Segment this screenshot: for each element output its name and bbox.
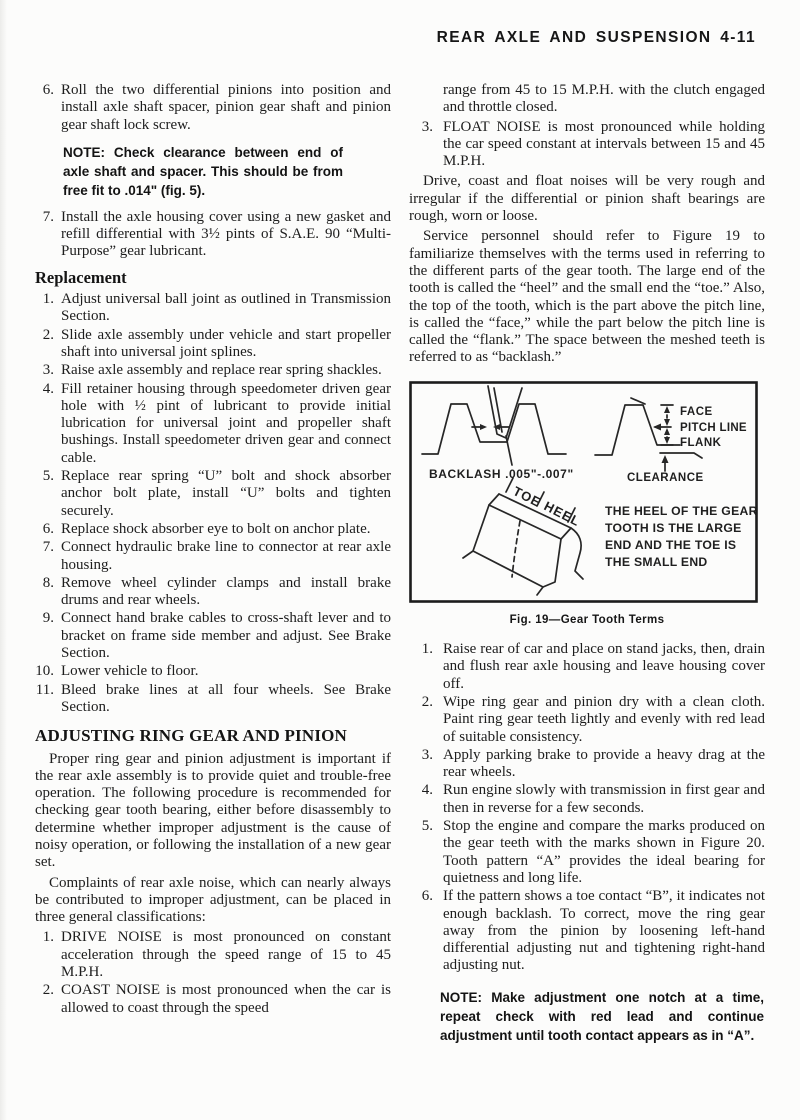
paragraph: Service personnel should refer to Figure 19 to familiarize themselves with the terms used in referring to the different parts of the gear tooth. The large end of the tooth is called the “heel” and the small end the “toe.” Also, the top of the tooth, which is the part above the pitch line, is called the “face,” while the part below the pitch line is called the “flank.” The space between the meshed teeth is referred to as “backlash.” — [409, 228, 765, 366]
figure-note-line: TOOTH IS THE LARGE — [605, 520, 742, 535]
paragraph: Complaints of rear axle noise, which can nearly always be contributed to improper adjustment, can be placed in three general classifications: — [35, 874, 391, 926]
figure-note-line: END AND THE TOE IS — [605, 537, 737, 552]
list-item-number: 3. — [42, 362, 54, 379]
list-item-text: Stop the engine and compare the marks produced on the gear teeth with the marks shown in Figure 20. Tooth pattern “A” provides the ideal bearing for quietness and long life. — [443, 818, 765, 886]
list-item-text: Adjust universal ball joint as outlined in Transmission Section. — [61, 291, 391, 325]
label-pitch-line: PITCH LINE — [680, 421, 747, 434]
paragraph: Drive, coast and float noises will be very rough and irregular if the differential or pinion shaft bearings are rough, worn or loose. — [409, 173, 765, 225]
list-item-text: Run engine slowly with transmission in first gear and then in reverse for a few seconds. — [443, 782, 765, 816]
list-item-number: 1. — [42, 929, 54, 946]
list-item-text: FLOAT NOISE is most pronounced while holding the car speed constant at intervals between 15 and 45 M.P.H. — [443, 118, 765, 170]
list-item-number: 2. — [42, 326, 54, 343]
list-item-text: Connect hand brake cables to cross-shaft lever and to bracket on frame side member and adjust. See Brake Section. — [61, 610, 391, 662]
list-item — [35, 682, 391, 717]
list-item-text: Fill retainer housing through speedometer driven gear hole with ½ pint of lubricant to provide initial lubrication for universal joint and propeller shaft bushings. Install speedometer driven gear and connect cable. — [61, 380, 391, 466]
list-item-number: 6. — [421, 888, 433, 905]
list-item-text: Remove wheel cylinder clamps and install brake drums and rear wheels. — [61, 574, 391, 609]
section-heading-adjusting: ADJUSTING RING GEAR AND PINION — [35, 726, 348, 746]
label-flank: FLANK — [680, 436, 722, 449]
list-item — [409, 641, 765, 693]
figure-note-line: THE SMALL END — [605, 554, 708, 569]
list-item-text: Raise rear of car and place on stand jacks, then, drain and flush rear axle housing and leave housing cover off. — [443, 641, 765, 692]
list-item-number: 2. — [421, 693, 433, 710]
section-heading-replacement: Replacement — [35, 267, 127, 287]
list-item-text: Connect hydraulic brake line to connector at rear axle housing. — [61, 539, 391, 573]
label-heel: HEEL — [541, 498, 583, 529]
list-item-text: Lower vehicle to floor. — [61, 663, 199, 680]
list-item — [409, 818, 765, 887]
list-item — [35, 381, 391, 467]
list-item-number: 10. — [35, 663, 54, 680]
list-item — [409, 694, 765, 746]
list-item-continuation: range from 45 to 15 M.P.H. with the clutch engaged and throttle closed. — [443, 82, 765, 116]
list-item — [35, 327, 391, 362]
list-item-number: 6. — [42, 520, 54, 537]
list-item-number: 6. — [42, 82, 54, 98]
list-item-text: Replace rear spring “U” bolt and shock absorber anchor bolt plate, install “U” bolts and tighten securely. — [61, 468, 391, 519]
label-backlash: BACKLASH .005"-.007" — [429, 466, 574, 481]
list-item — [35, 82, 391, 134]
note-block: NOTE: Make adjustment one notch at a time, repeat check with red lead and continue adjustment until tooth contact appears as in “A”. — [440, 989, 764, 1043]
list-item-text: COAST NOISE is most pronounced when the car is allowed to coast through the speed — [61, 982, 391, 1016]
list-item-number: 8. — [42, 574, 54, 591]
list-item — [35, 362, 391, 379]
list-item — [409, 782, 765, 817]
list-item — [35, 521, 391, 538]
list-item-text: DRIVE NOISE is most pronounced on constant acceleration through the speed range of 15 to 45 M.P.H. — [61, 929, 391, 981]
right-column — [409, 82, 765, 1045]
paragraph: Proper ring gear and pinion adjustment is important if the rear axle assembly is to provide quiet and trouble-free operation. The following procedure is recommended for checking gear tooth bearing, either before disassembly to determine whether improper adjustment is the cause of noisy operation, or following the installation of a new gear set. — [35, 750, 391, 871]
list-item-number: 7. — [42, 208, 54, 225]
list-item — [35, 539, 391, 574]
list-item — [35, 663, 391, 680]
list-item-number: 2. — [42, 982, 54, 999]
list-item-text: Raise axle assembly and replace rear spring shackles. — [61, 362, 382, 379]
list-item — [409, 888, 765, 974]
list-item — [409, 747, 765, 782]
list-item-text: If the pattern shows a toe contact “B”, it indicates not enough backlash. To correct, move the ring gear away from the pinion by loosening left-hand differential adjusting nut and tightening right-hand adjusting nut. — [443, 888, 765, 974]
label-clearance: CLEARANCE — [627, 471, 704, 484]
page-header: REAR AXLE AND SUSPENSION 4-11 — [436, 29, 756, 46]
list-item — [35, 209, 391, 261]
label-toe: TOE — [510, 483, 544, 510]
list-item-number: 3. — [421, 118, 433, 135]
list-item-text: Install the axle housing cover using a new gasket and refill differential with 3½ pints of S.A.E. 90 “Multi-Purpose” gear lubricant. — [61, 208, 391, 260]
list-item-text: Bleed brake lines at all four wheels. See Brake Section. — [61, 681, 391, 715]
figure-note-line: THE HEEL OF THE GEAR — [605, 503, 758, 518]
list-item-text: Wipe ring gear and pinion dry with a clean cloth. Paint ring gear teeth lightly and evenly with red lead of suitable consistency. — [443, 693, 765, 745]
list-item-number: 5. — [421, 818, 433, 835]
list-item-text: Replace shock absorber eye to bolt on anchor plate. — [61, 520, 371, 537]
list-item-number: 9. — [42, 610, 54, 627]
list-item-text: Roll the two differential pinions into position and install axle shaft spacer, pinion gear shaft and pinion gear shaft lock screw. — [61, 82, 391, 133]
list-item-number: 1. — [42, 291, 54, 308]
list-item-number: 5. — [42, 468, 54, 485]
note-block: NOTE: Check clearance between end of axle shaft and spacer. This should be from free fit to .014" (fig. 5). — [63, 144, 343, 198]
list-item — [35, 291, 391, 326]
list-item-text: Apply parking brake to provide a heavy drag at the rear wheels. — [443, 746, 765, 781]
list-item — [35, 929, 391, 981]
figure-caption: Fig. 19—Gear Tooth Terms — [509, 613, 665, 626]
list-item-number: 3. — [421, 746, 433, 763]
gear-diagram — [409, 381, 758, 603]
list-item — [35, 982, 391, 1017]
list-item-number: 4. — [421, 782, 433, 799]
list-item — [35, 575, 391, 610]
list-item — [409, 119, 765, 171]
list-item-text: Slide axle assembly under vehicle and start propeller shaft into universal joint splines. — [61, 326, 391, 360]
left-column — [35, 82, 391, 1018]
list-item-number: 7. — [42, 539, 54, 556]
label-face: FACE — [680, 405, 713, 418]
list-item — [35, 468, 391, 520]
list-item — [35, 610, 391, 662]
list-item-number: 1. — [421, 641, 433, 658]
list-item-number: 11. — [35, 681, 54, 698]
figure-box — [409, 381, 765, 629]
list-item-number: 4. — [42, 380, 54, 397]
